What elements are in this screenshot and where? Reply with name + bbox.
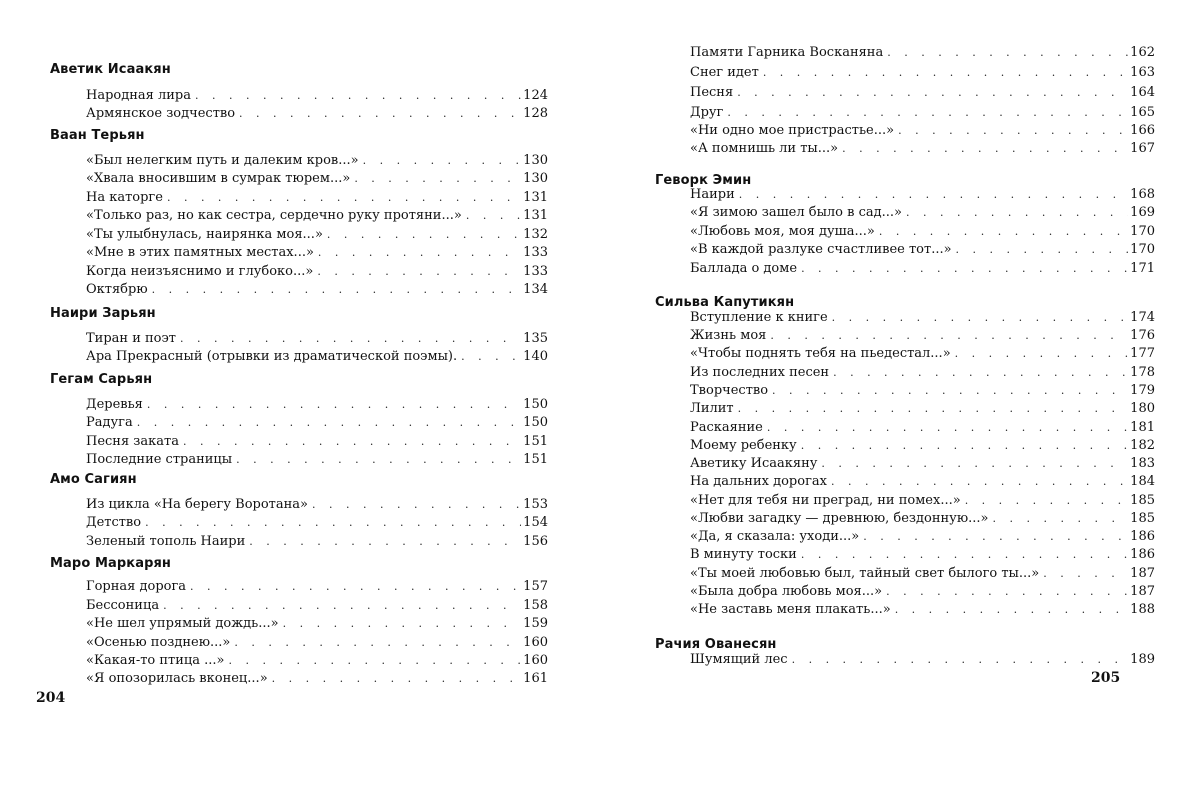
entry-title: «Какая-то птица ...»	[86, 653, 225, 668]
dot-leader	[727, 104, 1128, 122]
entry-page-number: 170	[1130, 224, 1155, 239]
entry-page-number: 180	[1130, 401, 1155, 416]
entry-page-number: 150	[523, 397, 548, 412]
entry-title: Наири	[690, 187, 735, 202]
entry-page-number: 169	[1130, 205, 1155, 220]
author-heading: Сильва Капутикян	[655, 295, 795, 310]
dot-leader	[190, 578, 521, 596]
dot-leader	[147, 396, 521, 414]
toc-entry	[86, 330, 548, 348]
author-heading: Геворк Эмин	[655, 173, 752, 188]
entry-page-number: 177	[1130, 346, 1155, 361]
entry-title: «Не заставь меня плакать...»	[690, 602, 891, 617]
entry-page-number: 168	[1130, 187, 1155, 202]
entry-title: Ара Прекрасный (отрывки из драматической поэмы).	[86, 349, 458, 364]
entry-title: Зеленый тополь Наири	[86, 534, 246, 549]
author-heading: Ваан Терьян	[50, 128, 145, 143]
toc-entry	[86, 414, 548, 432]
entry-page-number: 151	[523, 434, 548, 449]
toc-entry	[86, 615, 548, 633]
dot-leader	[318, 244, 521, 262]
entry-title: Жизнь моя	[690, 328, 767, 343]
toc-entry	[690, 419, 1155, 437]
toc-entry	[86, 152, 548, 170]
toc-entry	[86, 396, 548, 414]
toc-entry	[86, 514, 548, 532]
dot-leader	[767, 419, 1128, 437]
entry-title: Раскаяние	[690, 420, 763, 435]
dot-leader	[738, 400, 1129, 418]
dot-leader	[898, 122, 1128, 140]
entry-title: Армянское зодчество	[86, 106, 236, 121]
entry-page-number: 157	[523, 579, 548, 594]
entry-title: «Был нелегким путь и далеким кров...»	[86, 153, 359, 168]
entry-title: «Ни одно мое пристрастье...»	[690, 123, 895, 138]
entry-title: Снег идет	[690, 65, 759, 80]
dot-leader	[739, 186, 1128, 204]
entry-title: Когда неизъяснимо и глубоко...»	[86, 264, 314, 279]
toc-entry	[690, 382, 1155, 400]
entry-title: Радуга	[86, 415, 133, 430]
entry-title: Горная дорога	[86, 579, 187, 594]
entry-page-number: 185	[1130, 511, 1155, 526]
author-heading: Маро Маркарян	[50, 556, 172, 571]
dot-leader	[152, 281, 522, 299]
dot-leader	[137, 414, 521, 432]
dot-leader	[886, 583, 1128, 601]
entry-page-number: 128	[523, 106, 548, 121]
entry-title: Песня	[690, 85, 734, 100]
entry-page-number: 131	[523, 208, 548, 223]
entry-title: «Ты моей любовью был, тайный свет былого ты...»	[690, 566, 1040, 581]
dot-leader	[461, 348, 521, 366]
entry-page-number: 153	[523, 497, 548, 512]
toc-entry	[690, 44, 1155, 62]
entry-title: Последние страницы	[86, 452, 233, 467]
dot-leader	[906, 204, 1128, 222]
toc-entry	[86, 634, 548, 652]
entry-page-number: 178	[1130, 365, 1155, 380]
entry-title: «Чтобы поднять тебя на пьедестал...»	[690, 346, 951, 361]
toc-entry	[690, 364, 1155, 382]
entry-page-number: 124	[523, 88, 548, 103]
entry-title: Детство	[86, 515, 142, 530]
toc-entry	[86, 652, 548, 670]
entry-title: Баллада о доме	[690, 261, 798, 276]
author-heading: Гегам Сарьян	[50, 372, 153, 387]
dot-leader	[195, 87, 521, 105]
toc-entry	[690, 510, 1155, 528]
entry-title: Деревья	[86, 397, 143, 412]
dot-leader	[354, 170, 521, 188]
toc-entry	[690, 122, 1155, 140]
entry-title: Моему ребенку	[690, 438, 797, 453]
entry-page-number: 171	[1130, 261, 1155, 276]
entry-page-number: 151	[523, 452, 548, 467]
entry-page-number: 132	[523, 227, 548, 242]
entry-title: «Осенью позднею...»	[86, 635, 231, 650]
toc-entry	[86, 451, 548, 469]
dot-leader	[167, 189, 521, 207]
entry-page-number: 135	[523, 331, 548, 346]
toc-entry	[690, 309, 1155, 327]
toc-entry	[86, 105, 548, 123]
entry-page-number: 161	[523, 671, 548, 686]
entry-page-number: 166	[1130, 123, 1155, 138]
dot-leader	[821, 455, 1128, 473]
toc-entry	[690, 186, 1155, 204]
entry-title: «Нет для тебя ни преград, ни помех...»	[690, 493, 961, 508]
entry-title: «Только раз, но как сестра, сердечно руку протяни...»	[86, 208, 462, 223]
toc-entry	[690, 64, 1155, 82]
toc-entry	[86, 433, 548, 451]
dot-leader	[1043, 565, 1128, 583]
dot-leader	[770, 327, 1128, 345]
entry-page-number: 150	[523, 415, 548, 430]
entry-page-number: 133	[523, 245, 548, 260]
entry-title: «Была добра любовь моя...»	[690, 584, 883, 599]
entry-page-number: 130	[523, 153, 548, 168]
author-heading: Аветик Исаакян	[50, 62, 171, 77]
entry-title: В минуту тоски	[690, 547, 797, 562]
dot-leader	[272, 670, 522, 688]
dot-leader	[801, 546, 1128, 564]
dot-leader	[327, 226, 521, 244]
entry-title: «Я зимою зашел было в сад...»	[690, 205, 902, 220]
toc-entry	[690, 565, 1155, 583]
toc-entry	[690, 400, 1155, 418]
entry-page-number: 181	[1130, 420, 1155, 435]
toc-entry	[690, 583, 1155, 601]
dot-leader	[236, 451, 521, 469]
entry-title: На каторге	[86, 190, 163, 205]
entry-title: Аветику Исаакяну	[690, 456, 818, 471]
dot-leader	[792, 651, 1129, 669]
toc-entry	[690, 241, 1155, 259]
toc-entry	[86, 170, 548, 188]
dot-leader	[180, 330, 521, 348]
entry-title: Творчество	[690, 383, 769, 398]
dot-leader	[317, 263, 521, 281]
entry-title: На дальних дорогах	[690, 474, 827, 489]
entry-title: Народная лира	[86, 88, 191, 103]
dot-leader	[801, 260, 1128, 278]
entry-page-number: 176	[1130, 328, 1155, 343]
toc-entry	[690, 601, 1155, 619]
entry-page-number: 154	[523, 515, 548, 530]
entry-title: «Да, я сказала: уходи...»	[690, 529, 860, 544]
entry-title: Шумящий лес	[690, 652, 788, 667]
toc-entry	[86, 281, 548, 299]
entry-page-number: 186	[1130, 547, 1155, 562]
entry-page-number: 183	[1130, 456, 1155, 471]
toc-entry	[690, 651, 1155, 669]
entry-page-number: 162	[1130, 45, 1155, 60]
entry-title: Бессоница	[86, 598, 160, 613]
dot-leader	[145, 514, 521, 532]
author-heading: Наири Зарьян	[50, 306, 156, 321]
dot-leader	[229, 652, 522, 670]
dot-leader	[833, 364, 1128, 382]
toc-entry	[86, 670, 548, 688]
dot-leader	[312, 496, 521, 514]
toc-entry	[690, 455, 1155, 473]
entry-page-number: 158	[523, 598, 548, 613]
toc-entry	[86, 244, 548, 262]
entry-title: Октябрю	[86, 282, 148, 297]
entry-page-number: 188	[1130, 602, 1155, 617]
toc-entry	[690, 492, 1155, 510]
page-number-left: 204	[36, 690, 66, 706]
entry-title: Вступление к книге	[690, 310, 828, 325]
entry-page-number: 131	[523, 190, 548, 205]
toc-entry	[690, 528, 1155, 546]
toc-entry	[690, 437, 1155, 455]
entry-title: «Хвала вносившим в сумрак тюрем...»	[86, 171, 351, 186]
toc-entry	[690, 140, 1155, 158]
dot-leader	[993, 510, 1129, 528]
entry-title: Лилит	[690, 401, 734, 416]
toc-entry	[86, 348, 548, 366]
entry-title: «Любви загадку — древнюю, бездонную...»	[690, 511, 989, 526]
entry-title: «Мне в этих памятных местах...»	[86, 245, 314, 260]
dot-leader	[183, 433, 521, 451]
dot-leader	[234, 634, 521, 652]
toc-entry	[86, 226, 548, 244]
dot-leader	[965, 492, 1128, 510]
toc-entry	[86, 263, 548, 281]
entry-page-number: 186	[1130, 529, 1155, 544]
dot-leader	[737, 84, 1128, 102]
entry-page-number: 133	[523, 264, 548, 279]
toc-entry	[86, 496, 548, 514]
entry-title: «В каждой разлуке счастливее тот...»	[690, 242, 952, 257]
entry-title: Из цикла «На берегу Воротана»	[86, 497, 308, 512]
entry-page-number: 156	[523, 534, 548, 549]
toc-entry	[690, 327, 1155, 345]
dot-leader	[772, 382, 1128, 400]
dot-leader	[879, 223, 1128, 241]
entry-title: Из последних песен	[690, 365, 830, 380]
entry-title: Тиран и поэт	[86, 331, 176, 346]
dot-leader	[842, 140, 1128, 158]
toc-entry	[690, 204, 1155, 222]
dot-leader	[249, 533, 521, 551]
entry-title: Памяти Гарника Восканяна	[690, 45, 884, 60]
entry-page-number: 179	[1130, 383, 1155, 398]
entry-page-number: 165	[1130, 105, 1155, 120]
entry-page-number: 160	[523, 653, 548, 668]
dot-leader	[239, 105, 521, 123]
entry-title: «Я опозорилась вконец...»	[86, 671, 268, 686]
dot-leader	[363, 152, 522, 170]
entry-page-number: 164	[1130, 85, 1155, 100]
dot-leader	[956, 241, 1129, 259]
entry-title: Друг	[690, 105, 724, 120]
entry-page-number: 187	[1130, 566, 1155, 581]
entry-page-number: 187	[1130, 584, 1155, 599]
entry-page-number: 159	[523, 616, 548, 631]
author-heading: Амо Сагиян	[50, 472, 137, 487]
entry-title: «Ты улыбнулась, наирянка моя...»	[86, 227, 323, 242]
toc-entry	[690, 546, 1155, 564]
toc-entry	[86, 87, 548, 105]
entry-page-number: 184	[1130, 474, 1155, 489]
entry-page-number: 185	[1130, 493, 1155, 508]
entry-page-number: 130	[523, 171, 548, 186]
toc-entry	[690, 260, 1155, 278]
toc-entry	[690, 104, 1155, 122]
entry-page-number: 189	[1130, 652, 1155, 667]
toc-entry	[690, 84, 1155, 102]
entry-page-number: 170	[1130, 242, 1155, 257]
entry-page-number: 140	[523, 349, 548, 364]
toc-entry	[690, 473, 1155, 491]
author-heading: Рачия Ованесян	[655, 637, 777, 652]
entry-title: «Не шел упрямый дождь...»	[86, 616, 279, 631]
entry-page-number: 182	[1130, 438, 1155, 453]
entry-page-number: 174	[1130, 310, 1155, 325]
dot-leader	[163, 597, 521, 615]
dot-leader	[955, 345, 1129, 363]
dot-leader	[832, 309, 1129, 327]
entry-page-number: 160	[523, 635, 548, 650]
toc-entry	[86, 578, 548, 596]
dot-leader	[863, 528, 1128, 546]
dot-leader	[895, 601, 1128, 619]
toc-entry	[690, 223, 1155, 241]
toc-entry	[86, 207, 548, 225]
dot-leader	[887, 44, 1128, 62]
toc-entry	[690, 345, 1155, 363]
entry-page-number: 163	[1130, 65, 1155, 80]
entry-title: «А помнишь ли ты...»	[690, 141, 839, 156]
dot-leader	[801, 437, 1128, 455]
entry-page-number: 134	[523, 282, 548, 297]
toc-entry	[86, 189, 548, 207]
dot-leader	[763, 64, 1128, 82]
dot-leader	[466, 207, 521, 225]
dot-leader	[283, 615, 522, 633]
dot-leader	[831, 473, 1128, 491]
toc-entry	[86, 597, 548, 615]
page-number-right: 205	[1091, 670, 1121, 686]
entry-title: Песня заката	[86, 434, 179, 449]
toc-entry	[86, 533, 548, 551]
entry-page-number: 167	[1130, 141, 1155, 156]
entry-title: «Любовь моя, моя душа...»	[690, 224, 875, 239]
